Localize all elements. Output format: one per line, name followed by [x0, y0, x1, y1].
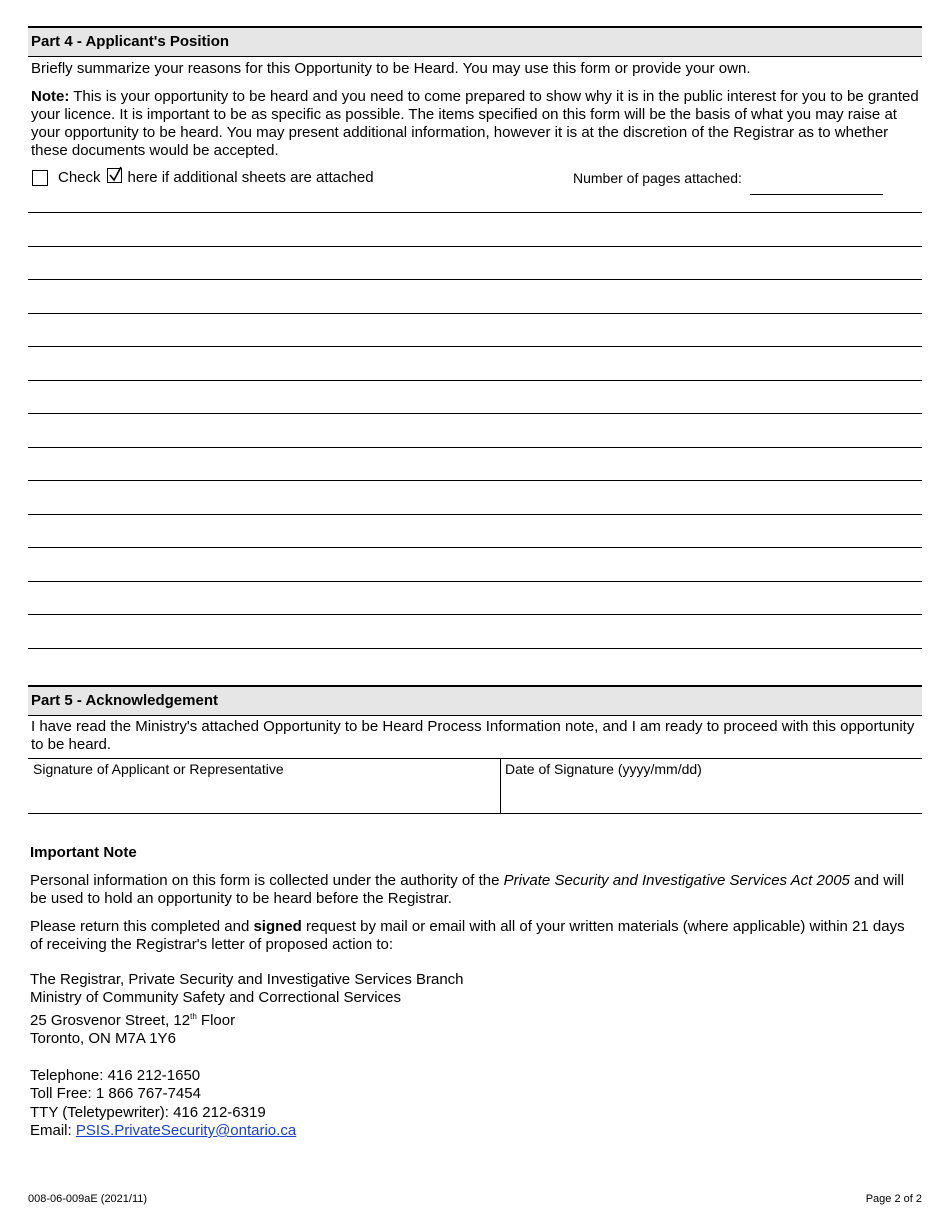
position-text-area[interactable]: [28, 212, 922, 649]
important-note-title: Important Note: [30, 843, 137, 861]
form-page: [28, 26, 922, 1141]
important-p1: Personal information on this form is collected under the authority of the Private Security and Investigative Services Act 2005 and will be used to hold an opportunity to be heard before the Registrar.: [30, 871, 905, 907]
writing-line[interactable]: [28, 481, 922, 515]
email-link[interactable]: PSIS.PrivateSecurity@ontario.ca: [75, 1122, 297, 1139]
date-label: Date of Signature (yyyy/mm/dd): [505, 760, 702, 777]
part4-note: [28, 88, 922, 160]
writing-line[interactable]: [28, 280, 922, 314]
writing-line[interactable]: [28, 213, 922, 247]
contact-info: [28, 1067, 922, 1141]
checkmark-icon: [107, 168, 122, 183]
note-text: This is your opportunity to be heard and you need to come prepared to show why it is in the public interest for you to be granted your licence. It is important to be as specific as possible. The items specified on this form will be the basis of what you may raise at your opportunity to be heard. You may present additional information, however it is at the discretion of the Registrar as to whether these documents would be accepted.: [31, 88, 919, 159]
part5-text: I have read the Ministry's attached Opportunity to be Heard Process Information note, and I am ready to proceed with this opportunity to be heard.: [31, 717, 915, 753]
act-name: Private Security and Investigative Services Act 2005: [503, 871, 850, 889]
writing-line[interactable]: [28, 515, 922, 549]
address-line: Toronto, ON M7A 1Y6: [30, 1030, 176, 1047]
writing-line[interactable]: [28, 414, 922, 448]
tty: TTY (Teletypewriter): 416 212-6319: [30, 1103, 266, 1121]
signature-field[interactable]: [28, 759, 500, 813]
pages-attached-input[interactable]: [750, 194, 883, 195]
writing-line[interactable]: [28, 381, 922, 415]
writing-line[interactable]: [28, 582, 922, 616]
part4-header: Part 4 - Applicant's Position: [28, 26, 922, 57]
signed-emphasis: signed: [253, 917, 302, 935]
form-number: 008-06-009aE (2021/11): [28, 1193, 148, 1205]
part4-intro: Briefly summarize your reasons for this Opportunity to be Heard. You may use this form or provide your own.: [31, 60, 751, 77]
page-number: Page 2 of 2: [865, 1193, 922, 1205]
address-line: The Registrar, Private Security and Investigative Services Branch: [30, 970, 464, 988]
address-line: Ministry of Community Safety and Correctional Services: [30, 989, 401, 1006]
writing-line[interactable]: [28, 548, 922, 582]
writing-line[interactable]: [28, 448, 922, 482]
email-line: Email: PSIS.PrivateSecurity@ontario.ca: [30, 1122, 297, 1139]
part5-header: Part 5 - Acknowledgement: [28, 685, 922, 716]
mailing-address: [28, 971, 922, 1049]
writing-line[interactable]: [28, 314, 922, 348]
important-p2: Please return this completed and signed request by mail or email with all of your written materials (where applicable) within 21 days of receiving the Registrar's letter of proposed action to:: [30, 917, 905, 953]
toll-free: Toll Free: 1 866 767-7454: [30, 1085, 201, 1102]
signature-label: Signature of Applicant or Representative: [33, 760, 284, 777]
pages-attached-label: Number of pages attached:: [573, 170, 742, 186]
writing-line[interactable]: [28, 615, 922, 649]
writing-line[interactable]: [28, 247, 922, 281]
address-line: 25 Grosvenor Street, 12th Floor: [30, 1011, 236, 1029]
check-suffix: here if additional sheets are attached: [127, 169, 374, 186]
additional-sheets-label: [58, 168, 374, 187]
telephone: Telephone: 416 212-1650: [30, 1066, 201, 1084]
note-label: Note:: [31, 88, 70, 105]
check-prefix: Check: [58, 169, 101, 186]
date-field[interactable]: [500, 759, 922, 813]
additional-sheets-checkbox[interactable]: [32, 170, 48, 186]
signature-table: [28, 758, 922, 814]
additional-sheets-row: [28, 168, 922, 212]
writing-line[interactable]: [28, 347, 922, 381]
